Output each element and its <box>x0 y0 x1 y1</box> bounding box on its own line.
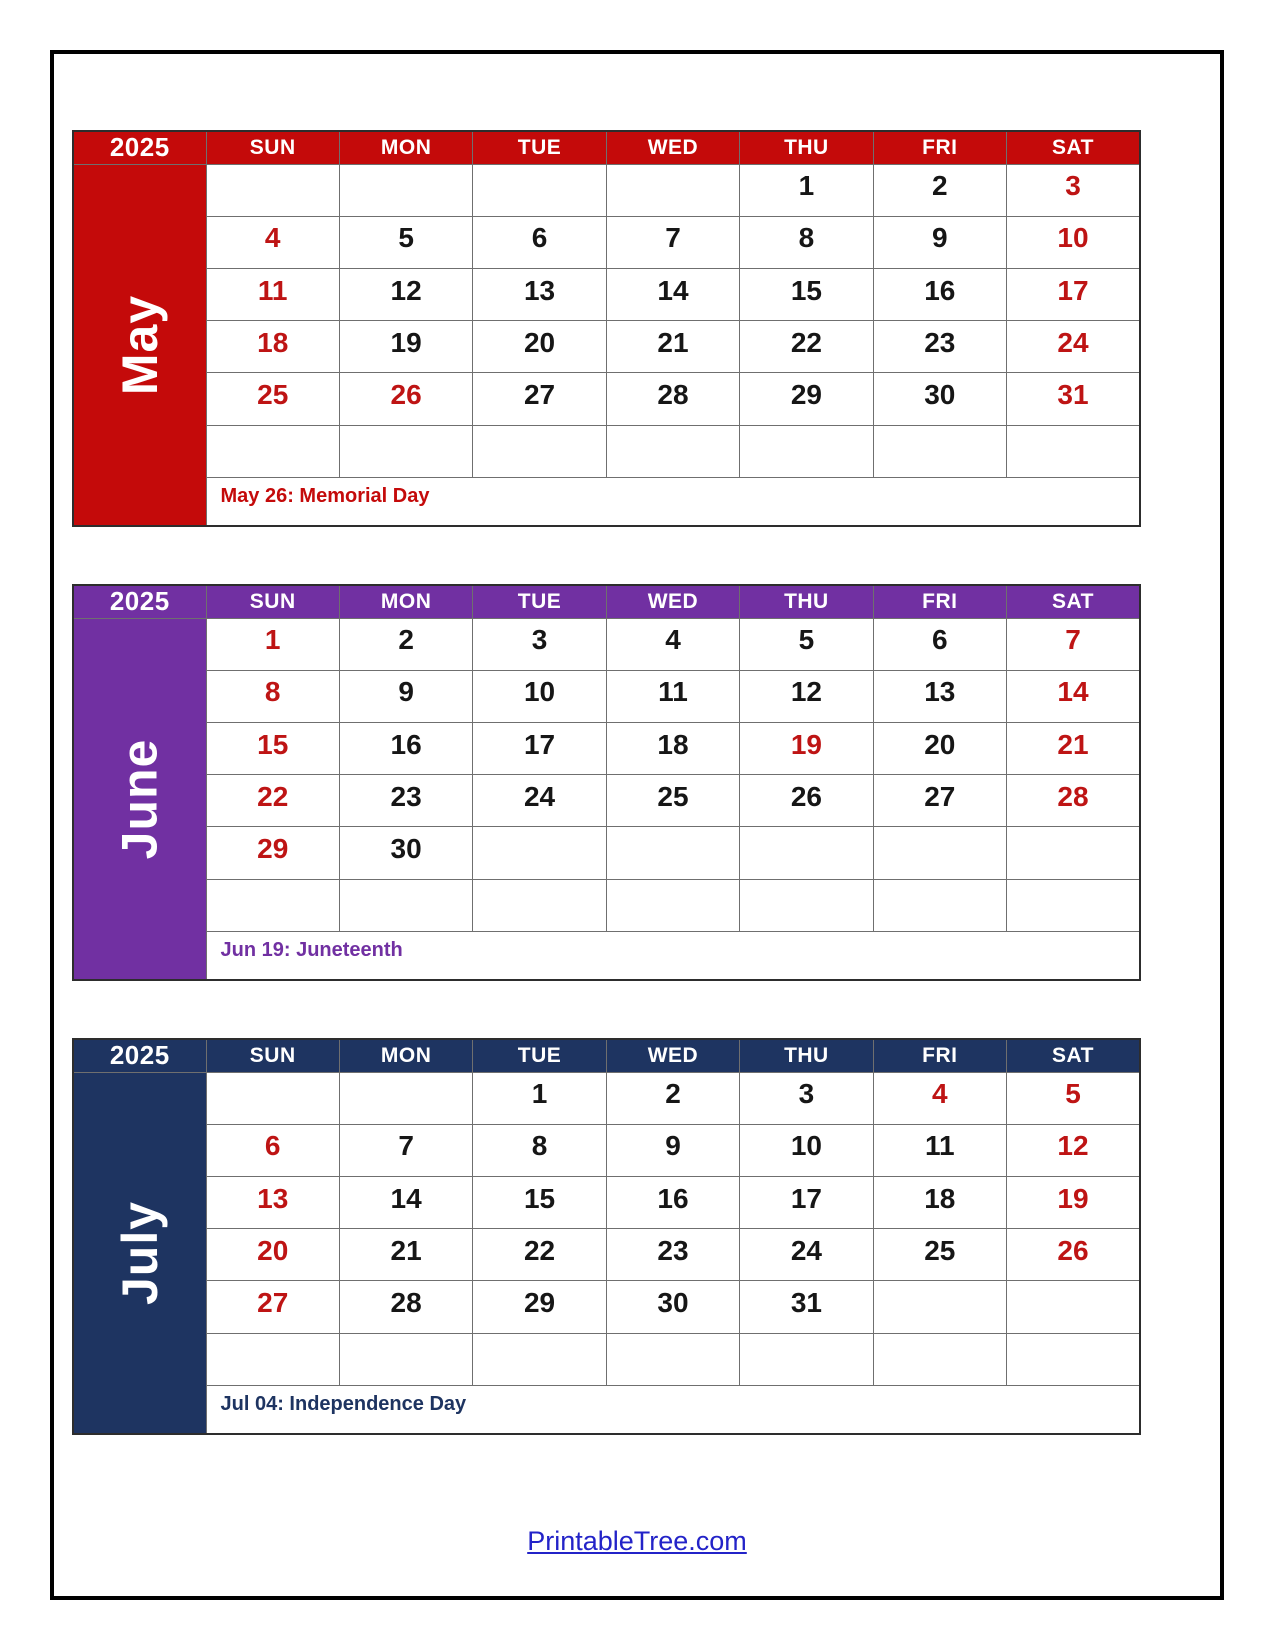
calendar-may-2025 <box>72 130 1141 527</box>
date-cell-june-28: 28 <box>1007 775 1140 827</box>
date-cell-may-11: 11 <box>206 268 339 320</box>
year-label: 2025 <box>73 131 206 164</box>
date-cell-june-24: 24 <box>473 775 606 827</box>
date-cell-may-22: 22 <box>740 321 873 373</box>
footer-link[interactable]: PrintableTree.com <box>527 1526 747 1556</box>
date-cell-empty <box>206 1072 339 1124</box>
date-cell-may-5: 5 <box>339 216 472 268</box>
weekday-header-wed: WED <box>606 1039 739 1072</box>
date-cell-june-30: 30 <box>339 827 472 879</box>
date-cell-may-27: 27 <box>473 373 606 425</box>
weekday-header-sat: SAT <box>1007 1039 1140 1072</box>
date-cell-june-18: 18 <box>606 722 739 774</box>
holiday-note: May 26: Memorial Day <box>206 477 1140 525</box>
date-cell-june-14: 14 <box>1007 670 1140 722</box>
date-cell-june-17: 17 <box>473 722 606 774</box>
date-cell-may-30: 30 <box>873 373 1006 425</box>
weekday-header-fri: FRI <box>873 585 1006 618</box>
date-cell-july-30: 30 <box>606 1281 739 1333</box>
month-name-text: July <box>111 1200 168 1305</box>
year-label: 2025 <box>73 1039 206 1072</box>
month-label-rotated <box>74 619 206 979</box>
date-cell-empty <box>206 1333 339 1385</box>
date-cell-july-15: 15 <box>473 1176 606 1228</box>
date-cell-june-21: 21 <box>1007 722 1140 774</box>
date-cell-july-19: 19 <box>1007 1176 1140 1228</box>
date-cell-july-31: 31 <box>740 1281 873 1333</box>
weekday-header-wed: WED <box>606 585 739 618</box>
weekday-header-sun: SUN <box>206 1039 339 1072</box>
date-cell-june-19: 19 <box>740 722 873 774</box>
date-cell-may-8: 8 <box>740 216 873 268</box>
date-cell-july-14: 14 <box>339 1176 472 1228</box>
date-cell-may-12: 12 <box>339 268 472 320</box>
date-cell-may-1: 1 <box>740 164 873 216</box>
date-cell-july-13: 13 <box>206 1176 339 1228</box>
weekday-header-fri: FRI <box>873 1039 1006 1072</box>
date-cell-may-31: 31 <box>1007 373 1140 425</box>
date-cell-may-9: 9 <box>873 216 1006 268</box>
date-cell-july-29: 29 <box>473 1281 606 1333</box>
date-cell-empty <box>339 164 472 216</box>
date-cell-june-27: 27 <box>873 775 1006 827</box>
date-cell-july-2: 2 <box>606 1072 739 1124</box>
date-cell-empty <box>606 425 739 477</box>
date-cell-july-18: 18 <box>873 1176 1006 1228</box>
date-cell-june-4: 4 <box>606 618 739 670</box>
date-cell-empty <box>473 425 606 477</box>
date-cell-may-24: 24 <box>1007 321 1140 373</box>
date-cell-empty <box>606 1333 739 1385</box>
date-cell-june-8: 8 <box>206 670 339 722</box>
date-cell-empty <box>873 827 1006 879</box>
weekday-header-mon: MON <box>339 1039 472 1072</box>
date-cell-may-3: 3 <box>1007 164 1140 216</box>
weekday-header-wed: WED <box>606 131 739 164</box>
date-cell-june-5: 5 <box>740 618 873 670</box>
footer <box>54 1526 1220 1557</box>
weekday-header-tue: TUE <box>473 585 606 618</box>
date-cell-may-2: 2 <box>873 164 1006 216</box>
date-cell-june-6: 6 <box>873 618 1006 670</box>
date-cell-july-23: 23 <box>606 1229 739 1281</box>
date-cell-june-2: 2 <box>339 618 472 670</box>
date-cell-empty <box>473 879 606 931</box>
month-label <box>73 1072 206 1434</box>
date-cell-empty <box>1007 1281 1140 1333</box>
date-cell-empty <box>740 879 873 931</box>
weekday-header-mon: MON <box>339 585 472 618</box>
date-cell-june-26: 26 <box>740 775 873 827</box>
month-label <box>73 618 206 980</box>
date-cell-may-7: 7 <box>606 216 739 268</box>
date-cell-june-22: 22 <box>206 775 339 827</box>
date-cell-empty <box>339 879 472 931</box>
weekday-header-thu: THU <box>740 131 873 164</box>
date-cell-empty <box>740 827 873 879</box>
date-cell-july-12: 12 <box>1007 1124 1140 1176</box>
date-cell-june-9: 9 <box>339 670 472 722</box>
date-cell-may-21: 21 <box>606 321 739 373</box>
weekday-header-tue: TUE <box>473 1039 606 1072</box>
weekday-header-thu: THU <box>740 585 873 618</box>
date-cell-may-16: 16 <box>873 268 1006 320</box>
date-cell-july-8: 8 <box>473 1124 606 1176</box>
date-cell-july-27: 27 <box>206 1281 339 1333</box>
date-cell-june-29: 29 <box>206 827 339 879</box>
date-cell-may-28: 28 <box>606 373 739 425</box>
calendar-july-2025 <box>72 1038 1141 1435</box>
date-cell-empty <box>473 827 606 879</box>
weekday-header-tue: TUE <box>473 131 606 164</box>
date-cell-july-10: 10 <box>740 1124 873 1176</box>
weekday-header-thu: THU <box>740 1039 873 1072</box>
date-cell-empty <box>206 425 339 477</box>
date-cell-empty <box>606 879 739 931</box>
date-cell-empty <box>1007 1333 1140 1385</box>
date-cell-empty <box>606 164 739 216</box>
date-cell-july-7: 7 <box>339 1124 472 1176</box>
date-cell-july-4: 4 <box>873 1072 1006 1124</box>
month-name-text: May <box>111 294 168 395</box>
date-cell-may-6: 6 <box>473 216 606 268</box>
date-cell-may-15: 15 <box>740 268 873 320</box>
date-cell-july-5: 5 <box>1007 1072 1140 1124</box>
date-cell-empty <box>873 1333 1006 1385</box>
date-cell-july-16: 16 <box>606 1176 739 1228</box>
date-cell-may-29: 29 <box>740 373 873 425</box>
date-cell-empty <box>339 1333 472 1385</box>
date-cell-may-23: 23 <box>873 321 1006 373</box>
date-cell-july-26: 26 <box>1007 1229 1140 1281</box>
date-cell-june-23: 23 <box>339 775 472 827</box>
date-cell-empty <box>1007 425 1140 477</box>
weekday-header-sat: SAT <box>1007 585 1140 618</box>
month-name-text: June <box>111 738 168 859</box>
date-cell-empty <box>339 425 472 477</box>
date-cell-may-25: 25 <box>206 373 339 425</box>
month-label-rotated <box>74 1073 206 1433</box>
date-cell-june-20: 20 <box>873 722 1006 774</box>
month-label <box>73 164 206 526</box>
date-cell-july-25: 25 <box>873 1229 1006 1281</box>
date-cell-july-11: 11 <box>873 1124 1006 1176</box>
calendar-june-2025 <box>72 584 1141 981</box>
weekday-header-sat: SAT <box>1007 131 1140 164</box>
date-cell-empty <box>873 879 1006 931</box>
date-cell-june-10: 10 <box>473 670 606 722</box>
date-cell-may-19: 19 <box>339 321 472 373</box>
date-cell-empty <box>473 164 606 216</box>
date-cell-july-9: 9 <box>606 1124 739 1176</box>
date-cell-empty <box>873 425 1006 477</box>
date-cell-july-22: 22 <box>473 1229 606 1281</box>
date-cell-july-3: 3 <box>740 1072 873 1124</box>
date-cell-july-21: 21 <box>339 1229 472 1281</box>
date-cell-empty <box>1007 827 1140 879</box>
date-cell-may-10: 10 <box>1007 216 1140 268</box>
year-label: 2025 <box>73 585 206 618</box>
holiday-note: Jul 04: Independence Day <box>206 1385 1140 1433</box>
date-cell-may-20: 20 <box>473 321 606 373</box>
date-cell-june-12: 12 <box>740 670 873 722</box>
date-cell-july-28: 28 <box>339 1281 472 1333</box>
weekday-header-fri: FRI <box>873 131 1006 164</box>
date-cell-empty <box>339 1072 472 1124</box>
date-cell-empty <box>873 1281 1006 1333</box>
date-cell-june-3: 3 <box>473 618 606 670</box>
date-cell-july-20: 20 <box>206 1229 339 1281</box>
date-cell-may-14: 14 <box>606 268 739 320</box>
date-cell-july-1: 1 <box>473 1072 606 1124</box>
date-cell-empty <box>1007 879 1140 931</box>
weekday-header-sun: SUN <box>206 131 339 164</box>
date-cell-june-1: 1 <box>206 618 339 670</box>
date-cell-july-17: 17 <box>740 1176 873 1228</box>
date-cell-may-17: 17 <box>1007 268 1140 320</box>
date-cell-empty <box>473 1333 606 1385</box>
date-cell-june-16: 16 <box>339 722 472 774</box>
date-cell-june-11: 11 <box>606 670 739 722</box>
date-cell-may-18: 18 <box>206 321 339 373</box>
date-cell-may-13: 13 <box>473 268 606 320</box>
date-cell-may-26: 26 <box>339 373 472 425</box>
date-cell-july-24: 24 <box>740 1229 873 1281</box>
month-label-rotated <box>74 165 206 525</box>
holiday-note: Jun 19: Juneteenth <box>206 931 1140 979</box>
date-cell-june-13: 13 <box>873 670 1006 722</box>
page-border-frame <box>50 50 1224 1600</box>
weekday-header-mon: MON <box>339 131 472 164</box>
date-cell-june-25: 25 <box>606 775 739 827</box>
date-cell-empty <box>740 425 873 477</box>
date-cell-empty <box>206 879 339 931</box>
date-cell-empty <box>740 1333 873 1385</box>
date-cell-june-15: 15 <box>206 722 339 774</box>
date-cell-june-7: 7 <box>1007 618 1140 670</box>
date-cell-empty <box>606 827 739 879</box>
date-cell-july-6: 6 <box>206 1124 339 1176</box>
date-cell-may-4: 4 <box>206 216 339 268</box>
date-cell-empty <box>206 164 339 216</box>
weekday-header-sun: SUN <box>206 585 339 618</box>
